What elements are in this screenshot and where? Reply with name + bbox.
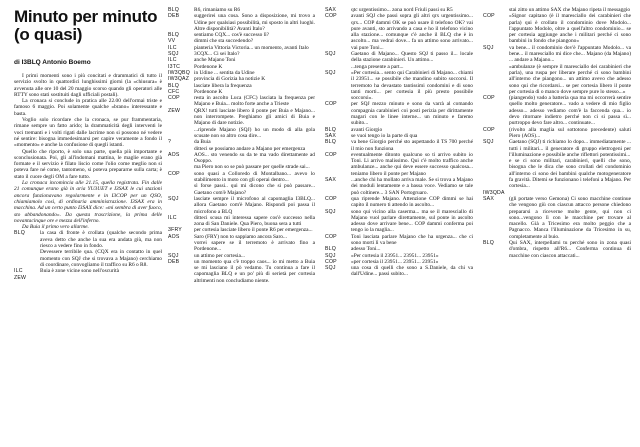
transcript-line [325,234,473,247]
transcript-text: in Udine ... sentita da Udine [194,69,255,76]
transcript-line [483,45,631,64]
transcript-line [168,152,315,165]
callsign: ILC [168,57,177,64]
transcript-line [483,13,631,44]
callsign [483,158,509,189]
transcript-text: AOS... sto venendo su da te ma vado direttamente ad Osoppo. [194,151,315,165]
transcript-text: Buia è zone vicine sono nell'oscurità [40,268,119,275]
transcript-text: (piangendo) vado a batteria qua ma mi occorrerà sentire quello molto generatore... vado a vedere di mio figlio adesso... adesso vediamo com'è la faccenda qua... io devo ritornare indietro perché non ci si passa sì... purtroppo devo fare altro... continuate... [509,95,631,127]
transcript-text: stai zitto un attimo SAX che Majano ripeta il messaggio [509,7,631,13]
transcript-text: per SQJ mezzo minuto e sono da varrà al comando compagnia carabinieri coi posti perizia per dirittamente magari con le linee interne... un minuto e faremo subito... [351,101,473,127]
callsign: ILC [14,268,23,275]
paragraph: La cronaca si conclude in pratica alle 22.00 dell'ormai triste e famoso 6 maggio. Poi solamente qualche «brano» interessante e basta. [14,98,162,117]
transcript-line [14,230,162,249]
callsign [168,127,194,140]
transcript-line [325,177,473,196]
callsign: SQJ [483,139,494,146]
transcript-line [168,240,315,253]
callsign: COP [483,95,495,102]
callsign: DEB [168,13,180,20]
transcript-text: (rivolto alla maglia sul sottotono precedente) saluti Piero (AOS)... [509,126,631,139]
transcript-text: avanti Giorgio [351,126,383,133]
transcript-line [168,13,315,32]
transcript-line [168,196,315,215]
transcript-line [168,215,315,228]
transcript-text: «Signor capitano (è il maresciallo dei carabinieri che parla) qui è crollato il condominio dove Modolo... l'appuntato Modolo, oltre a quell'altro condominio... se per cortesia aggiunge anche i militari perché ci sono bambini in fondo che piangono» [509,13,631,45]
transcript-line [325,139,473,152]
callsign: SAX [325,7,336,13]
transcript-text: la casa di fronte è crollata (qualche secondo prima aveva detto che anche la sua era andata giù, ma non riesco a vedere fino in fondo. [40,230,162,250]
transcript-line [325,265,473,278]
transcript-text: Toni lasciata parlare Majano che ha urgenza... che ci sono morti lì va bene [351,233,473,246]
transcript-text: ...riprende Majano (SQJ) ho un modo di alla gola scusate non so altro cosa dire... [194,126,315,139]
transcript-text: e se ci sono militari, carabinieri, quelli che sono, bisogna che le dica che sono crollati del condominio all'interno ci sono dei bambini qualche motogeneratore fa gravità. Ditemi se funzionano i telefoni a Majano. Per cortesia... [509,158,631,190]
transcript-text: sì forse passi.. qui mi dicono che si può passare... Gaetano com'è Majano? [194,183,315,196]
transcript-text: ...anche chi ha mollato arriva male. Se si trova a Majano dei moduli lentamente e a bassa voce. Vediamo se tale può coltinere... 3 SAN Portogruaro. [351,177,473,196]
callsign: SQJ [168,252,179,259]
callsign: COP [325,13,337,20]
transcript-text: suggerirei una cosa. Sono a disposizione, mi trovo a Udine per qualsiasi possibilità, mi sposto in altri luoghi. Altre disponibilità? Avanti Italo? [194,13,315,32]
transcript-text: (gli portate verso Gemona) Ci sono macchine continue che vengono giù con ciascun attacco persone chiedono prepararsi a riceverne molte gente, qui non ci sono...vengono lì con le macchine per trovare al macello. Già a Tricesimo era molto peggio che a Pagnacco. Manca l'illuminazione da Tricesimo in su, completamente al buio. [509,195,631,240]
column-4 [483,7,631,259]
paragraph: Da Buia il primo vero allarme. [22,224,89,231]
callsign: COP [168,95,180,102]
transcript-line [325,152,473,177]
callsign: ILC [168,214,177,221]
transcript-text: QRX! tutti lasciate libero il ponte per Buia e Majano... non interrompete. Preghiamo gli amici di Buia e Majano di dare notizie. [194,107,315,127]
transcript-text: «ambulanze (è sempre il maresciallo dei carabinieri che parla), una ruspa per liberare perché ci sono bambini all'interno che piangono... un attimo avevo che adesso sono qui che ricordarsi... se per cortesia libero il ponte per cortesia di o manco dove sempre pure lo stesso...» [509,63,631,95]
callsign [168,183,194,196]
callsign: IW3QDA [483,189,505,196]
callsign: COP [325,101,337,108]
transcript-text: da Buia [194,139,211,146]
transcript-line [14,275,162,281]
callsign: SQJ [483,44,494,51]
transcript-text: «Per cortesia il 23951... 23951... 23951» [351,252,439,259]
callsign: COP [325,258,337,265]
transcript-text: ...tenga presente a part... [351,63,404,70]
callsign: BLQ [168,82,179,89]
paragraph: I primi momenti sono i più concitati e drammatici di tutto il servizio svolto in quattordici lunghissimi giorni (la «chiusura» è avvenuta alle ore 10 del 20 maggio scorso quando gli operatori alle RTTY sono stati sostituiti dagli ufficiali postali). [14,73,162,98]
callsign: I3TC [168,63,181,70]
transcript-text: «Per cortesia... sento qui Carabinieri di Majano... chiami il 23951... se possibile che mandino subito soccorsi. Il terremoto ha devastato tantissimi condomini e di sono tanti morti... per cortesia il più presto possibile soccorsi». [351,69,474,102]
transcript-line [325,51,473,64]
transcript-line [14,249,162,268]
callsign: 3FRY [168,227,182,234]
transcript-text: ditteci se possiamo andare a Majano per emergenza [194,145,306,152]
transcript-text: provincia di Gorizia ha notizie K [194,76,266,83]
transcript-text: Pordenone K [194,88,223,95]
paragraph: Voglio solo ricordare che la cronaca, se pur frammentaria, rimane sempre un fatto arido; la drammaticità degli interventi le voci tremanti e i volti rigati dalle lacrime non si possono né vedere né sentire: bisogna immedesimarsi per capire veramente a fondo il «momento» e anche la confusione di quegli istanti. [14,117,162,149]
transcript-line [325,70,473,101]
transcript-text: Pordenone K [194,63,223,70]
transcript-text: un attimo per cortesia... [194,252,245,259]
transcript-text: anche Majano Toni [194,57,236,64]
callsign: SAX [483,195,494,202]
callsign: VV [168,38,176,45]
transcript-text: dimmi che sta succedendo? [194,38,254,45]
callsign [483,64,509,95]
transcript-line [168,95,315,108]
transcript-line [168,127,315,140]
transcript-text: adesso Toni... [351,246,381,253]
transcript-line [325,13,473,51]
callsign: CFC [168,88,180,95]
callsign: BLQ [14,230,25,237]
callsign: BLQ [325,246,336,253]
callsign: ? [168,139,172,146]
callsign: BLQ [325,126,336,133]
transcript-text: per cortesia lasciate libero il ponte R6 per emergenza... [194,227,313,234]
transcript-text: sono qui vicino alla caserma... ma se il maresciallo di Majano vuol parlare direttamente, sul ponte in ascolto adesso dove arrivare bene... COP dammi conferma poi tengo io la maglia... [351,208,473,234]
callsign: SAX [325,132,336,139]
transcript-line [325,196,473,209]
transcript-line [168,183,315,196]
transcript-text: ditteci scusa mi interessa sapere cos'è successo nella zona di San Daniele. Qua Piero, buona sera a tutti [194,214,315,228]
callsign: DEB [168,258,180,265]
transcript-text: «per cortesia il 23951... 23951... 23951» [351,258,439,265]
callsign: BLQ [168,32,179,39]
callsign: SAX [325,177,336,184]
transcript-text: va bene... il condominio dov'è l'appuntato Modolo... va bene... il maresciallo mi dice che... Majano (da Majano) ... andare a Majano... [509,44,631,64]
callsign: SQJ [168,195,179,202]
transcript-text: eventualmente ditonto qualcuno so ti arrivo subito io Toni. Li arrivo malissimo. Qui c'è molto traffico anche ambulanze... anche qui deve essere successo qualcosa... teniamo libero il ponte per Majano [351,151,473,177]
transcript-text: R6, rimaniamo su R6 [194,7,241,13]
callsign: COP [483,13,495,20]
callsign [14,249,40,268]
column-1 [14,73,162,281]
transcript-line [168,108,315,127]
callsign: BLQ [168,7,179,13]
transcript-text: lasciate sempre il microfono al capomaglia I3BLQ... allora Gaetano com'è Majano. Rispondi poi passa il microfono a BLQ [194,195,315,215]
column-3 [325,7,473,278]
callsign: SQJ [168,51,179,58]
transcript-line [483,139,631,158]
callsign: COP [483,126,495,133]
callsign [168,240,194,253]
transcript-text: una cosa di quelli che sono a S.Daniele, da chi va dall'Udine... passi subito... [351,265,473,278]
transcript-line [483,64,631,95]
transcript-text: un momento qua c'è troppo caos... io mi metto a Buia se mi lasciano il pò vedamo. Tu continua a fare il capomaglia BLQ e un po' più di serietà per cortesia altrimenti non concludiamo niente. [194,258,315,284]
article-subtitle: (o quasi) [14,25,83,44]
transcript-line [168,171,315,184]
transcript-text: 3CQX... Ci sei Italo? [194,51,240,58]
callsign: COP [168,170,180,177]
callsign: ILC [168,44,177,51]
transcript-text: sono quasi a Colloredo di Montalbano... avevo lo stabilimento in moto con gli operai dentro... [194,170,315,184]
transcript-line [168,259,315,284]
transcript-line [483,196,631,240]
callsign: AOS [168,233,180,240]
callsign: SQJ [325,265,336,272]
transcript-text: vorrei sapere se il terremoto è arrivato fino a Pordenone... [194,239,315,253]
callsign: COP [325,195,337,202]
callsign: SQJ [325,69,336,76]
transcript-text: Devessere terribile qua. (CQX era in contatto in quel momento con SQJ che si trovava a Majano) cerchiamo di coordinare, convogliamo il traffico su R6 o R8. [40,249,162,268]
callsign: SQJ [325,208,336,215]
article-author: di I3BLQ Antonio Boemo [14,59,91,66]
callsign: COP [325,233,337,240]
transcript-text: va bene Giorgio perché sto aspettando il TS 700 perché il mio non funziona [351,139,473,152]
callsign: ZEW [168,107,181,114]
callsign: SQJ [325,252,336,259]
transcript-text: se vuoi tengo io la parte di qua [351,132,418,139]
article-title: Minuto per minuto [14,7,158,26]
transcript-text: ma Piero non so se può passare per quelle strade sai... [194,164,310,171]
callsign: IW3QAZ [168,76,190,83]
transcript-text: pianteria Vittoria Victoria... un momento, avanti Italo [194,44,309,51]
callsign: IW3QBQ [168,69,190,76]
transcript-line [325,101,473,126]
transcript-text: Gaetano di Majano... Questo SQJ ti passo il... locale della stazione carabinieri. Un attimo... [351,51,473,64]
callsign: ZEW [14,274,27,281]
callsign: COP [325,151,337,158]
paragraph: Quello che riporto, è solo una parte, quella più importante e sconclusionata. Poi, gli all'indomani mattina, le maglie erano già formate e il servizio è filato liscio come l'olio come meglio non si poteva fare né come, tantomeno, si poteva prepararne sulla carta; è stato il cuore degli OM a fare tutto. [14,148,162,180]
transcript-text: lasciate libera la frequenza [194,82,252,89]
paragraph: La cronaca incomincia alle 21.15, quella registrata. Fin dalle 21 comunque erano già in aria YU3UET e I3SAX le cui stazioni ancora funzionavano regolarmente e in I3COP per un QSO, chiamiamolo così, di ordinaria amministrazione. I3SAX era in macchina. Ad un certo punto I3SAX dice: «mi sembra di aver fuoco, sto abbandonando». Da questa trascrizione, la prima delle novantacinque ore e mezza dell'inferno. [14,180,162,224]
transcript-text: Qui SAX, interpellami tu perché sono in zona quasi d'ombra, rispetto all'R6... Conferma continua di macchine con ciascon attaccati... [509,239,631,259]
callsign: AOS [168,151,180,158]
transcript-line [483,158,631,189]
transcript-text: resta in ascolto Luca (CFC) lasciata la frequenza per Majano e Buia... molto forte anche a Trieste [194,95,315,108]
callsign: BLQ [325,139,336,146]
transcript-line [483,240,631,259]
transcript-text: avanti SQJ che passi sopra gli altri qrx urgentissimo... qrx... COP dammi OK se può usare il telefono OK? vai pure avanti, sto arrivando a casa e ho il telefono vicino alla stazione... comunque c'è anche il BLQ che è in ascolto... ma vedrai dove... fa un attimo sono arrivato... vai pure Toni... [351,13,473,51]
transcript-text: Saro (FRY) non to sappiamo ancora Saro... [194,233,287,240]
transcript-text: qua riprende Majano. Attenzione COP dimmi se hai capito il numero ti attendo in ascolto... [351,195,473,209]
transcript-text [40,275,162,281]
transcript-text: Gaetano (SQJ) ti richiamo lo dopo... immediatamente ... tutti i militari... il generatore di gruppo elettrogeni per l'illuminazione e possibile anche riflettori potentissimi... [509,139,631,158]
callsign: SQJ [325,51,336,58]
transcript-line [325,209,473,234]
transcript-line [483,95,631,126]
callsign: BLQ [483,239,494,246]
transcript-line [483,127,631,140]
transcript-text: sentiamo CQX... cos'è successo lì? [194,32,270,39]
column-2 [168,7,315,284]
transcript-text: qtc urgentissimo... zona nord Friuli passi su R5 [351,7,453,13]
